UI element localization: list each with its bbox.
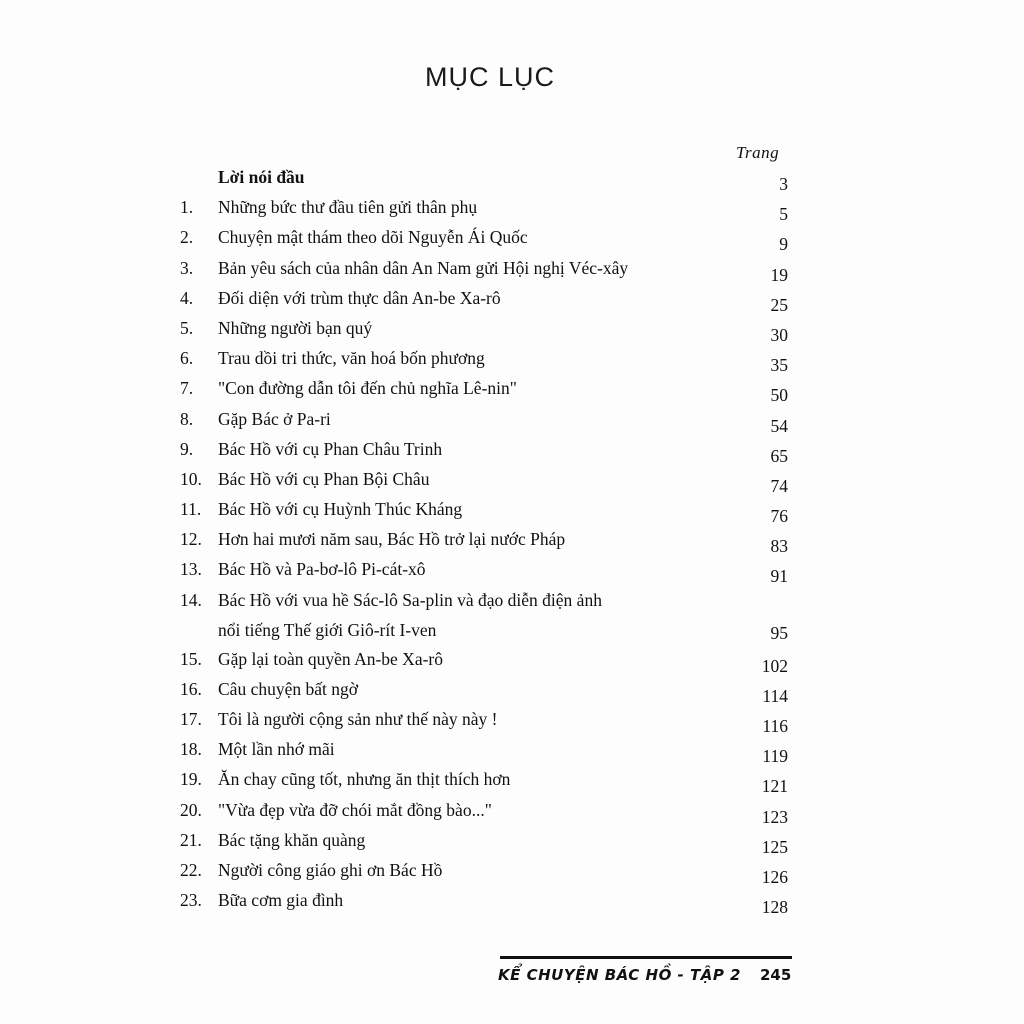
toc-entry-title [218,373,738,403]
toc-entry-title [218,404,738,434]
toc-entry [180,644,800,674]
toc-entry-number: 21. [180,829,202,850]
table-of-contents [180,162,800,918]
toc-entry-title [218,554,738,584]
toc-entry-number: 2. [180,227,194,248]
toc-entry-number: 7. [180,378,194,399]
toc-entry-page: 95 [770,622,788,643]
toc-entry-number: 15. [180,648,202,669]
toc-entry-page: 102 [761,655,788,676]
toc-entry-title [218,795,738,825]
toc-entry-title-line: Trau dồi tri thức, văn hoá bốn phương [218,348,485,369]
toc-entry-title-line: Bác Hồ với cụ Phan Châu Trinh [218,438,443,459]
toc-entry-number: 14. [180,589,202,610]
toc-entry [180,373,800,406]
toc-entry [180,554,800,587]
toc-entry [180,464,800,494]
toc-entry-title-line: Gặp Bác ở Pa-ri [218,408,331,429]
toc-entry-title-line: Bác Hồ với cụ Phan Bội Châu [218,468,430,489]
toc-entry-title-line: Những bức thư đầu tiên gửi thân phụ [218,197,478,218]
toc-entry [180,192,800,225]
toc-entry [180,313,800,343]
toc-entry-number: 4. [180,287,194,308]
toc-entry-number: 19. [180,769,202,790]
toc-entry-number: 12. [180,529,202,550]
toc-entry-title-line: Người công giáo ghi ơn Bác Hồ [218,859,443,880]
toc-entry [180,524,800,557]
toc-entry-page: 25 [770,294,788,315]
toc-entry-number: 3. [180,257,194,278]
toc-entry-title-line: Câu chuyện bất ngờ [218,678,358,699]
toc-entry [180,434,800,464]
toc-entry-page: 125 [761,836,788,857]
toc-entry [180,494,800,527]
toc-entry [180,885,800,918]
toc-entry-number: 20. [180,799,202,820]
toc-entry-number: 6. [180,348,194,369]
toc-entry-number: 13. [180,559,202,580]
toc-entry-page: 50 [770,385,788,406]
toc-entry-page: 128 [761,897,788,918]
toc-entry [180,404,800,434]
toc-entry [180,222,800,255]
toc-entry-title [218,464,738,494]
toc-entry-number: 1. [180,197,194,218]
toc-entry-title [218,674,738,704]
toc-entry [180,674,800,704]
toc-entry-number: 23. [180,890,202,911]
toc-entry-title-line: Bản yêu sách của nhân dân An Nam gửi Hội nghị Véc-xây [218,257,629,278]
toc-entry-title [218,704,738,734]
toc-entry-title [218,494,738,524]
toc-entry-page: 19 [770,264,788,285]
toc-entry-number: 22. [180,859,202,880]
toc-entry-preface [180,162,800,192]
toc-entry [180,855,800,885]
toc-entry-title-line: Chuyện mật thám theo dõi Nguyễn Ái Quốc [218,227,528,248]
toc-entry-page: 114 [762,685,788,706]
toc-entry [180,734,800,767]
page-column-label: Trang [736,143,780,162]
toc-entry-title [218,313,738,343]
toc-entry-title-line: Bác tặng khăn quàng [218,829,366,850]
toc-entry-number: 5. [180,317,194,338]
toc-entry [180,764,800,797]
toc-entry-title [218,855,738,885]
toc-entry-title-line: nổi tiếng Thế giới Giô-rít I-ven [218,619,437,640]
toc-entry-title-line: Bác Hồ và Pa-bơ-lô Pi-cát-xô [218,559,426,580]
toc-entry-title-line: Bữa cơm gia đình [218,890,344,911]
toc-entry-title [218,253,738,283]
toc-entry-number: 10. [180,468,202,489]
toc-entry-page: 9 [779,234,788,255]
toc-entry [180,704,800,734]
toc-entry-title-line: Ăn chay cũng tốt, nhưng ăn thịt thích hơn [218,769,511,790]
toc-entry-page: 54 [770,415,788,436]
toc-entry-number: 16. [180,678,202,699]
toc-entry-number: 17. [180,709,202,729]
toc-entry-page: 119 [762,746,788,767]
toc-entry-title-line: "Vừa đẹp vừa đỡ chói mắt đồng bào..." [218,799,492,820]
toc-entry-page: 76 [770,506,788,527]
toc-entry-title-line: Đối diện với trùm thực dân An-be Xa-rô [218,287,501,308]
toc-entry-title [218,192,738,222]
toc-entry [180,253,800,283]
toc-entry-title-line: Hơn hai mươi năm sau, Bác Hồ trở lại nước Pháp [218,529,566,550]
toc-entry-page: 91 [770,566,788,587]
toc-entry-title: Lời nói đầu [218,167,305,187]
page-number: 245 [760,966,792,984]
toc-entry-title [218,764,738,794]
page-title: MỤC LỤC [424,62,555,92]
toc-entry-title-line: Tôi là người cộng sản như thế này này ! [218,709,498,729]
toc-entry-list [180,192,800,918]
toc-entry-page: 35 [770,355,788,376]
toc-entry [180,343,800,376]
toc-entry-page: 5 [779,204,788,225]
toc-entry-title [218,734,738,764]
toc-entry-title [218,343,738,373]
toc-entry [180,795,800,825]
toc-entry-page: 83 [770,536,788,557]
running-footer-title: KỂ CHUYỆN BÁC HỒ - TẬP 2 [498,966,741,984]
toc-entry-page: 121 [761,776,788,797]
toc-entry-number: 9. [180,438,194,459]
toc-entry-page: 116 [762,716,788,736]
toc-entry-title-line: Gặp lại toàn quyền An-be Xa-rô [218,648,443,669]
toc-entry-page: 126 [761,866,788,887]
toc-entry [180,825,800,855]
toc-entry-number: 18. [180,739,202,760]
toc-entry-title [218,825,738,855]
toc-entry-title [218,644,738,674]
toc-entry-title-line: Bác Hồ với cụ Huỳnh Thúc Kháng [218,499,463,520]
toc-entry-title [218,222,738,252]
toc-entry-page: 3 [779,174,788,194]
toc-entry-page: 123 [761,806,788,827]
toc-entry-number: 8. [180,408,194,429]
toc-entry-title-line: Bác Hồ với vua hề Sác-lô Sa-plin và đạo diễn điện ảnh [218,589,602,610]
toc-entry-title [218,434,738,464]
toc-entry [180,585,800,644]
footer-divider [500,956,792,959]
toc-entry-number: 11. [180,499,202,520]
toc-entry-title [218,585,738,645]
toc-entry-title-line: "Con đường dẫn tôi đến chủ nghĩa Lê-nin" [218,378,517,399]
toc-entry-page: 30 [770,324,788,345]
toc-entry-page: 74 [770,475,788,496]
toc-entry-title [218,283,738,313]
toc-entry-title-line: Một lần nhớ mãi [218,739,335,760]
toc-entry-title [218,524,738,554]
toc-entry-page: 65 [770,445,788,466]
toc-entry [180,283,800,313]
toc-entry-title-line: Những người bạn quý [218,317,373,338]
toc-entry-title [218,885,738,915]
